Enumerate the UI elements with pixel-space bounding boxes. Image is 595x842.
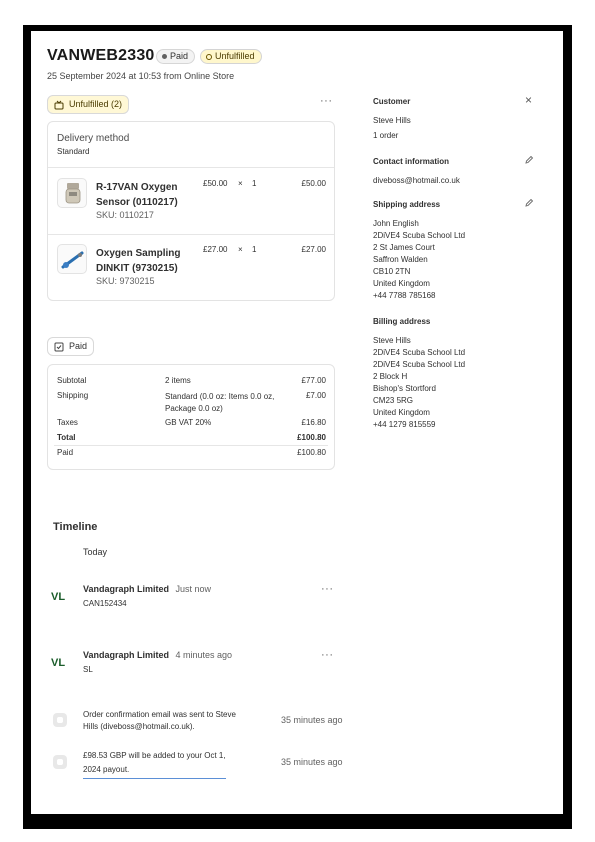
fulfillment-more-button[interactable]: ··· [320,95,333,107]
shipping-desc: Standard (0.0 oz: Items 0.0 oz, Package 0.0 oz) [165,392,275,413]
payment-status-label: Paid [170,51,189,61]
avatar: VL [51,591,66,603]
customer-order-count[interactable]: 1 order [373,131,399,140]
unfulfilled-chip [47,95,129,114]
avatar: VL [51,657,66,669]
item-qty: 1 [252,179,257,188]
item-times: × [238,245,243,254]
shipping-address-heading: Shipping address [373,200,441,209]
shipping-amount: £7.00 [305,391,326,400]
subtotal-label: Subtotal [57,376,87,385]
item-total: £27.00 [301,245,326,254]
subtotal-desc: 2 items [165,376,191,385]
comment-more-button[interactable]: ··· [321,583,334,595]
payment-status-badge [156,49,195,64]
divider [48,167,334,168]
customer-name-link[interactable]: Steve Hills [373,116,411,125]
taxes-desc: GB VAT 20% [165,418,212,427]
item-title[interactable]: Oxygen Sampling DINKIT (9730215) [96,248,181,274]
oxygen-sensor-image [58,179,87,208]
timeline-event-text[interactable]: Order confirmation email was sent to Steve Hills (diveboss@hotmail.co.uk). [83,710,236,731]
fulfillment-card [47,121,335,301]
timeline-entry-header [83,584,211,594]
fulfillment-status-label: Unfulfilled [215,51,255,61]
customer-heading: Customer [373,97,411,106]
timeline-comment: SL [83,665,93,674]
taxes-amount: £16.80 [301,418,326,427]
edit-pencil-icon[interactable] [524,198,534,208]
item-total: £50.00 [301,179,326,188]
product-thumbnail[interactable] [57,244,87,274]
paid-chip-label: Paid [69,341,88,351]
divider [48,234,334,235]
sampling-kit-image [58,245,87,274]
delivery-method-label: Delivery method [57,133,130,144]
receipt-check-icon [54,342,64,352]
event-icon [53,713,67,727]
fulfillment-status-badge [200,49,262,64]
timeline-event-text[interactable]: £98.53 GBP will be added to your Oct 1, 2024 payout. [83,749,226,779]
item-times: × [238,179,243,188]
total-amount: £100.80 [297,433,326,442]
event-icon [53,755,67,769]
divider [54,445,328,446]
order-title: VANWEB2330 [47,47,155,64]
paid-label: Paid [57,448,74,457]
subtotal-amount: £77.00 [301,376,326,385]
order-page [31,31,563,814]
item-sku: SKU: 9730215 [96,276,155,286]
timeline-time: Just now [175,584,212,594]
unfulfilled-chip-label: Unfulfilled (2) [69,99,123,109]
product-thumbnail[interactable] [57,178,87,208]
shipping-address: John English 2DiVE4 Scuba School Ltd 2 St James Court Saffron Walden CB10 2TN United Kingdom +44 7788 785168 [373,219,466,300]
timeline-entry-header [83,650,232,660]
billing-address: Steve Hills 2DiVE4 Scuba School Ltd 2DiVE4 Scuba School Ltd 2 Block H Bishop's Stortford CM23 5RG United Kingdom +44 1279 815559 [373,336,466,429]
item-title[interactable]: R-17VAN Oxygen Sensor (0110217) [96,182,178,208]
total-label: Total [57,433,76,442]
paid-chip [47,337,94,356]
timeline-comment: CAN152434 [83,599,127,608]
taxes-label: Taxes [57,418,78,427]
timeline-author: Vandagraph Limited [83,584,170,594]
timeline-event-time: 35 minutes ago [281,757,343,767]
timeline-time: 4 minutes ago [175,650,233,660]
status-ring-icon [206,54,212,60]
item-qty: 1 [252,245,257,254]
billing-address-heading: Billing address [373,317,431,326]
contact-email-link[interactable]: diveboss@hotmail.co.uk [373,176,460,185]
comment-more-button[interactable]: ··· [321,649,334,661]
close-icon[interactable]: × [525,93,533,107]
payment-card [47,364,335,470]
edit-pencil-icon[interactable] [524,155,534,165]
order-subtitle: 25 September 2024 at 10:53 from Online Store [47,71,235,81]
item-price: £50.00 [203,179,228,188]
timeline-heading: Timeline [53,521,98,533]
status-dot-icon [162,54,167,59]
timeline-author: Vandagraph Limited [83,650,170,660]
timeline-date-today: Today [83,547,108,557]
item-sku: SKU: 0110217 [96,210,154,220]
shipping-label: Shipping [57,391,89,400]
contact-heading: Contact information [373,157,449,166]
paid-amount: £100.80 [297,448,326,457]
box-icon [54,100,64,110]
item-price: £27.00 [203,245,228,254]
timeline-event-time: 35 minutes ago [281,715,343,725]
delivery-method-value: Standard [57,147,90,156]
